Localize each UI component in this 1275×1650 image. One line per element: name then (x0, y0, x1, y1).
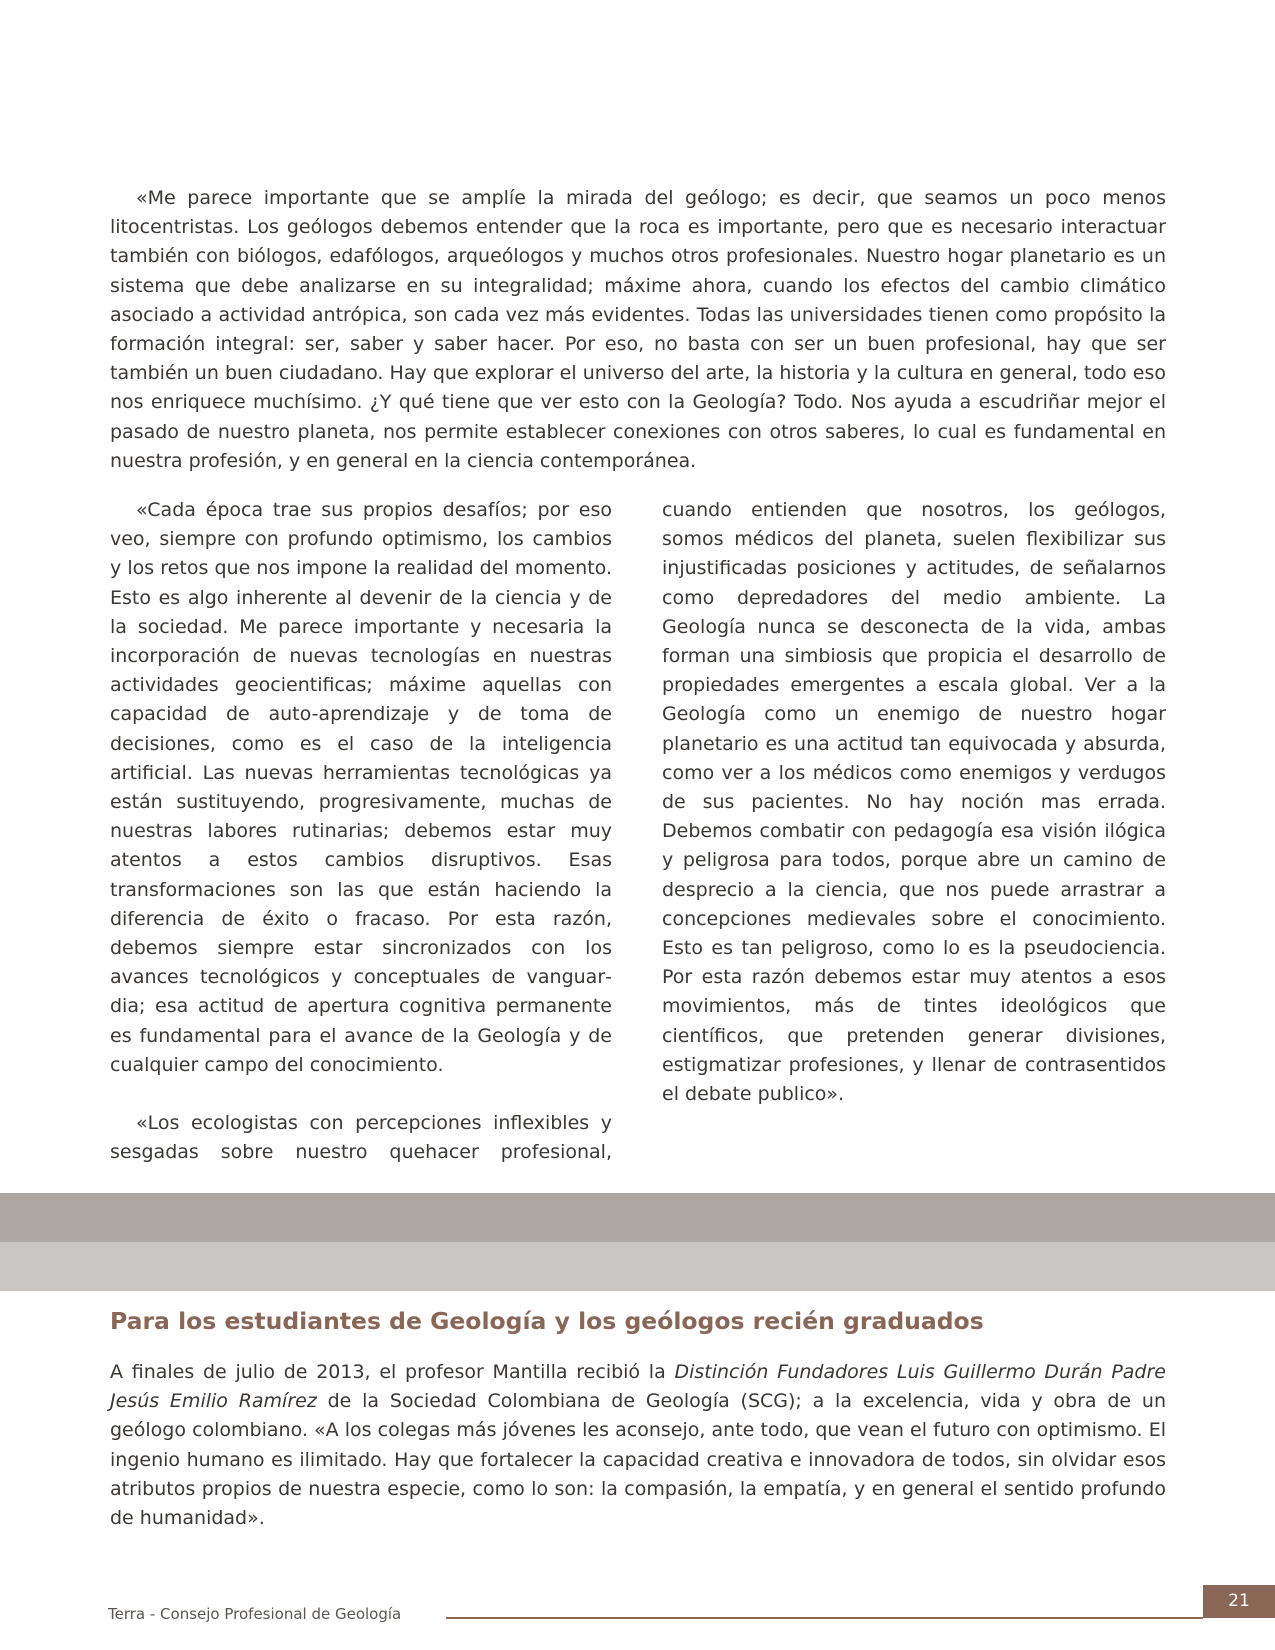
decorative-band-light (0, 1242, 1275, 1291)
section-body (110, 1358, 1166, 1533)
left-column-paragraph-2: «Los ecologistas con percepciones inflexibles y sesgadas sobre nuestro quehacer profesional, (110, 1112, 612, 1164)
page-number: 21 (1203, 1585, 1275, 1618)
award-name: Distinción Fundadores Luis Guillermo Durán Padre Jesús Emilio Ramírez (110, 1361, 1166, 1413)
footer-publication: Terra - Consejo Profesional de Geología (108, 1605, 402, 1623)
section-body-end: de la Sociedad Colombiana de Geología (SCG); a la excelencia, vida y obra de un geólogo colombiano. «A los colegas más jóvenes les aconsejo, ante todo, que vean el futuro con optimismo. El ingenio humano es ilimitado. Hay que fortalecer la capacidad creativa e innovadora de todos, sin olvidar esos atributos propios de nuestra especie, como lo son: la compasión, la empatía, y en general el sentido profundo de humanidad». (110, 1390, 1166, 1530)
left-column-paragraph-1: «Cada época trae sus propios desafíos; por eso veo, siempre con profundo optimismo, los cambios y los retos que nos impone la realidad del momento. Esto es algo inherente al devenir de la ciencia y de la sociedad. Me parece importante y necesaria la incorporación de nuevas tecnologías en nuestras actividades geocientificas; máxime aquellas con capacidad de auto-aprendizaje y de toma de decisiones, como es el caso de la inteligencia artificial. Las nuevas herramientas tecnológicas ya están sustituyendo, progresivamente, muchas de nuestras labores rutinarias; debemos estar muy atentos a estos cambios disruptivos. Esas transformaciones son las que están haciendo la diferencia de éxito o fracaso. Por esta razón, debemos siempre estar sincronizados con los avances tecnológicos y conceptuales de vanguardia; esa actitud de apertura cognitiva permanente es fundamental para el avance de la Geología y de cualquier campo del conocimiento. (110, 499, 612, 1076)
right-column (662, 496, 1166, 1109)
footer-rule (446, 1617, 1203, 1619)
decorative-band-dark (0, 1193, 1275, 1242)
left-column (110, 496, 612, 1167)
right-column-paragraph-1: cuando entienden que nosotros, los geólogos, somos médicos del planeta, suelen flexibilizar sus injustificadas posiciones y actitudes, de señalarnos como depredadores del medio ambiente. La Geología nunca se desconecta de la vida, ambas forman una simbiosis que propicia el desarrollo de propiedades emergentes a escala global. Ver a la Geología como un enemigo de nuestro hogar planetario es una actitud tan equivocada y absurda, como ver a los médicos como enemigos y verdugos de sus pacientes. No hay noción mas errada. Debemos combatir con pedagogía esa visión ilógica y peligrosa para todos, porque abre un camino de desprecio a la ciencia, que nos puede arrastrar a concepciones medievales sobre el conocimiento. Esto es tan peligroso, como lo es la pseudociencia. Por esta razón debemos estar muy atentos a esos movimientos, más de tintes ideológicos que científicos, que pretenden generar divisiones, estigmatizar profesiones, y llenar de contrasentidos el debate publico». (662, 499, 1166, 1106)
section-heading: Para los estudiantes de Geología y los geólogos recién graduados (110, 1307, 984, 1335)
section-body-start: A finales de julio de 2013, el profesor Mantilla recibió la (110, 1361, 675, 1383)
intro-paragraph: «Me parece importante que se amplíe la mirada del geólogo; es decir, que seamos un poco menos litocentristas. Los geólogos debemos entender que la roca es importante, pero que es necesario interactuar también con biólogos, edafólogos, arqueólogos y muchos otros profesionales. Nuestro hogar planetario es un sistema que debe analizarse en su integralidad; máxime ahora, cuando los efectos del cambio climático asociado a actividad antrópica, son cada vez más evidentes. Todas las universidades tienen como propósito la formación integral: ser, saber y saber hacer. Por eso, no basta con ser un buen profesional, hay que ser también un buen ciudadano. Hay que explorar el universo del arte, la historia y la cultura en general, todo eso nos enriquece muchísimo. ¿Y qué tiene que ver esto con la Geología? Todo. Nos ayuda a escudriñar mejor el pasado de nuestro planeta, nos permite establecer conexiones con otros saberes, lo cual es fundamental en nuestra profesión, y en general en la ciencia contemporánea. (110, 187, 1166, 472)
